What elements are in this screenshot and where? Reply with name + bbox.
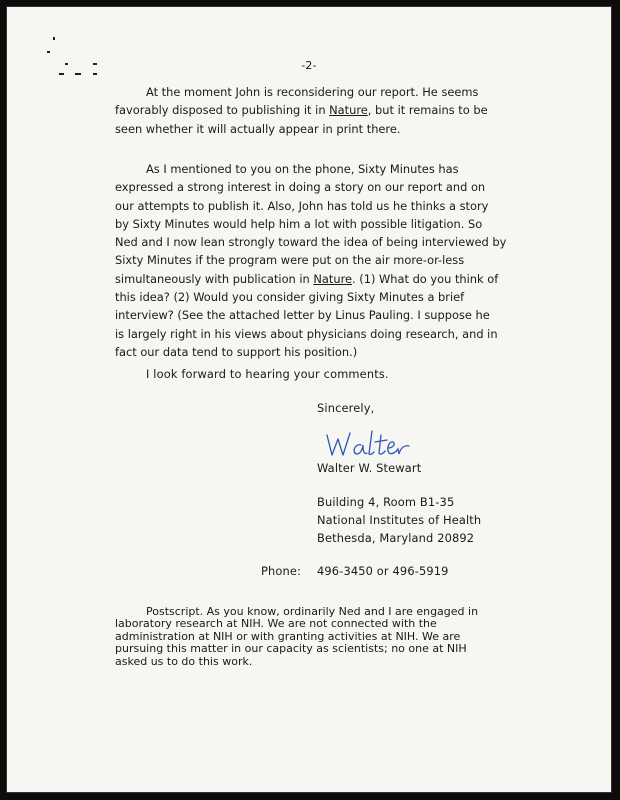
letter-page — [6, 6, 612, 793]
text-run: , but it remains to be — [367, 103, 488, 118]
text-run: simultaneously with publication in — [115, 271, 314, 286]
paragraph-2 — [115, 160, 535, 361]
text-run: favorably disposed to publishing it in — [115, 103, 330, 118]
text-line: seen whether it will actually appear in print there. — [115, 121, 401, 136]
text-line — [115, 270, 535, 288]
address-line-3: Bethesda, Maryland 20892 — [317, 531, 475, 545]
phone-number: 496-3450 or 496-5919 — [317, 564, 449, 578]
text-line: our attempts to publish it. Also, John has told us he thinks a story — [115, 198, 489, 213]
text-line: is largely right in his views about physicians doing research, and in — [115, 326, 498, 341]
text-line: this idea? (2) Would you consider giving Sixty Minutes a brief — [115, 290, 465, 305]
postscript — [115, 606, 535, 668]
journal-title: Nature — [329, 103, 368, 118]
text-line: pursuing this matter in our capacity as scientists; no one at NIH — [115, 642, 467, 656]
text-line — [115, 101, 535, 119]
paragraph-3: I look forward to hearing your comments. — [146, 367, 389, 381]
address-line-2: National Institutes of Health — [317, 513, 482, 527]
text-line: asked us to do this work. — [115, 654, 253, 668]
address-line-1: Building 4, Room B1-35 — [317, 495, 455, 509]
text-line: expressed a strong interest in doing a story on our report and on — [115, 180, 486, 195]
text-line: As I mentioned to you on the phone, Sixty Minutes has — [146, 162, 459, 176]
page-number: -2- — [301, 59, 317, 72]
phone-label: Phone: — [261, 564, 302, 578]
text-line: Sixty Minutes if the program were put on the air more-or-less — [115, 253, 465, 268]
text-line: Ned and I now lean strongly toward the idea of being interviewed by — [115, 235, 507, 250]
text-line: administration at NIH or with granting activities at NIH. We are — [115, 629, 461, 643]
text-line: laboratory research at NIH. We are not connected with the — [115, 617, 437, 631]
text-line: fact our data tend to support his position.) — [115, 344, 358, 359]
text-line: by Sixty Minutes would help him a lot with possible litigation. So — [115, 216, 483, 231]
closing: Sincerely, — [317, 401, 375, 415]
signer-name: Walter W. Stewart — [317, 461, 422, 475]
paragraph-1 — [115, 83, 535, 138]
text-line: At the moment John is reconsidering our report. He seems — [146, 85, 479, 99]
text-line: interview? (See the attached letter by Linus Pauling. I suppose he — [115, 308, 490, 323]
text-run: . (1) What do you think of — [352, 271, 499, 286]
text-line: Postscript. As you know, ordinarily Ned and I are engaged in — [146, 605, 479, 618]
journal-title: Nature — [313, 271, 353, 286]
handwritten-signature — [323, 427, 413, 461]
